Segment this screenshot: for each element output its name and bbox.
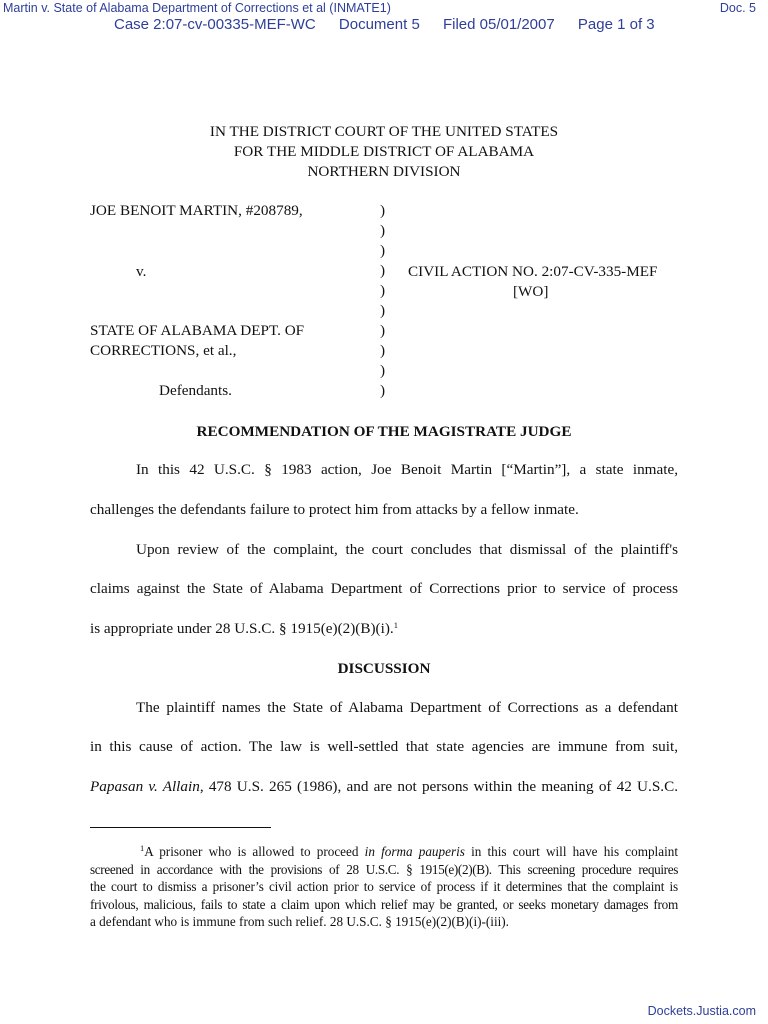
caption-paren: ) xyxy=(380,302,386,319)
caption-paren: ) xyxy=(380,322,386,339)
case-citation-italic: Papasan v. Allain xyxy=(90,778,200,795)
footnote-line-2: screened in accordance with the provisions of 28 U.S.C. § 1915(e)(2)(B). This screening procedure requires xyxy=(90,862,678,877)
case-number: Case 2:07-cv-00335-MEF-WC xyxy=(114,16,316,33)
footnote-line-3: the court to dismiss a prisoner’s civil action prior to service of process if it determines that the complaint is xyxy=(90,879,678,894)
caption-paren: ) xyxy=(380,362,386,379)
footnote-line-5: a defendant who is immune from such relief. 28 U.S.C. § 1915(e)(2)(B)(i)-(iii). xyxy=(90,914,509,929)
court-name-line-1: IN THE DISTRICT COURT OF THE UNITED STATES xyxy=(209,123,559,140)
justia-source-link[interactable]: Dockets.Justia.com xyxy=(647,1004,756,1018)
paragraph-2-line-3-text: is appropriate under 28 U.S.C. § 1915(e)(2)(B)(i). xyxy=(90,620,394,637)
caption-paren: ) xyxy=(380,242,386,259)
court-name-line-2: FOR THE MIDDLE DISTRICT OF ALABAMA xyxy=(233,143,535,160)
discussion-heading: DISCUSSION xyxy=(337,660,431,677)
caption-paren: ) xyxy=(380,382,386,399)
recommendation-heading: RECOMMENDATION OF THE MAGISTRATE JUDGE xyxy=(196,423,572,440)
defendant-name-line-1: STATE OF ALABAMA DEPT. OF xyxy=(90,322,305,339)
footnote-line-1-b: in this court will have his complaint xyxy=(464,844,678,859)
defendants-label: Defendants. xyxy=(159,382,232,399)
paragraph-2-line-2: claims against the State of Alabama Department of Corrections prior to service of process xyxy=(90,580,678,597)
paragraph-1-line-2: challenges the defendants failure to protect him from attacks by a fellow inmate. xyxy=(90,501,579,518)
paragraph-1-line-1: In this 42 U.S.C. § 1983 action, Joe Benoit Martin [“Martin”], a state inmate, xyxy=(136,461,678,478)
caption-paren: ) xyxy=(380,262,386,279)
footnote-marker: 1 xyxy=(140,843,145,853)
caption-paren: ) xyxy=(380,202,386,219)
versus: v. xyxy=(136,263,147,280)
footnote-line-1 xyxy=(140,843,678,861)
footnote-divider xyxy=(90,827,271,828)
paragraph-2-line-1: Upon review of the complaint, the court concludes that dismissal of the plaintiff's xyxy=(136,541,678,558)
page-indicator: Page 1 of 3 xyxy=(577,16,655,33)
paragraph-3-line-3-text: , 478 U.S. 265 (1986), and are not persons within the meaning of 42 U.S.C. xyxy=(199,778,678,795)
plaintiff-name: JOE BENOIT MARTIN, #208789, xyxy=(90,202,303,219)
footnote-line-4: frivolous, malicious, fails to state a claim upon which relief may be granted, or seeks monetary damages from xyxy=(90,897,678,912)
paragraph-3-line-3 xyxy=(90,778,678,796)
caption-paren: ) xyxy=(380,222,386,239)
caption-paren: ) xyxy=(380,282,386,299)
civil-action-number: CIVIL ACTION NO. 2:07-CV-335-MEF xyxy=(408,263,658,280)
document-number: Document 5 xyxy=(338,16,420,33)
footnote-reference: 1 xyxy=(393,620,398,630)
filing-stamp xyxy=(114,16,655,33)
doc-number-link[interactable]: Doc. 5 xyxy=(719,1,756,15)
wo-designation: [WO] xyxy=(513,283,549,300)
caption-paren: ) xyxy=(380,342,386,359)
footnote-italic-term: in forma pauperis xyxy=(364,844,465,859)
paragraph-3-line-1: The plaintiff names the State of Alabama Department of Corrections as a defendant xyxy=(136,699,678,716)
filed-date: Filed 05/01/2007 xyxy=(442,16,555,33)
defendant-name-line-2: CORRECTIONS, et al., xyxy=(90,342,237,359)
footnote-line-1-a: A prisoner who is allowed to proceed xyxy=(144,844,365,859)
docket-title-link[interactable]: Martin v. State of Alabama Department of Corrections et al (INMATE1) xyxy=(3,1,391,15)
paragraph-2-line-3 xyxy=(90,620,398,638)
court-division: NORTHERN DIVISION xyxy=(307,163,461,180)
paragraph-3-line-2: in this cause of action. The law is well-settled that state agencies are immune from suit, xyxy=(90,738,678,755)
